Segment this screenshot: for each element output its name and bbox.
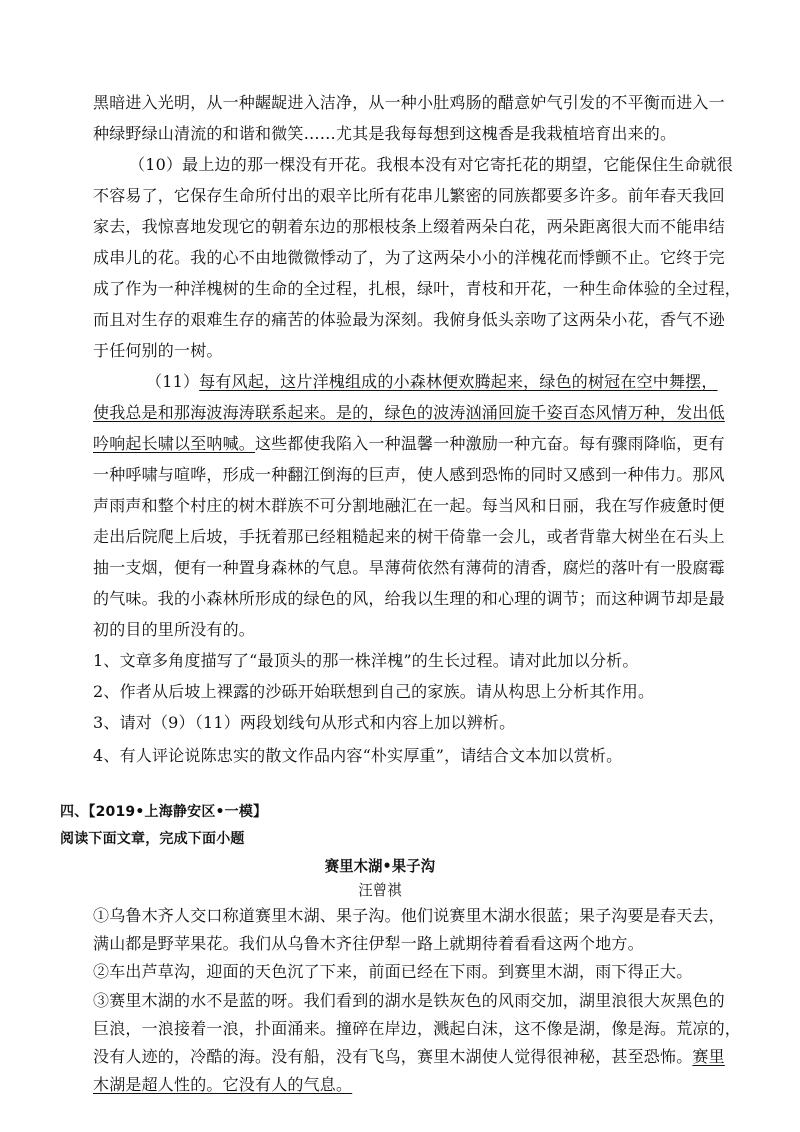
- paragraph-11-line: 初的目的里所没有的。: [93, 620, 256, 639]
- paragraph-11-line: 走出后院爬上后坡，手抚着那已经粗糙起来的树干倚靠一会儿，或者背靠大树坐在石头上: [93, 527, 725, 546]
- article-paragraph-1: ①乌鲁木齐人交口称道赛里木湖、果子沟。他们说赛里木湖水很蓝；果子沟要是春天去，: [93, 906, 725, 925]
- paragraph-11-line: 一种呼啸与喧哗，形成一种翻江倒海的巨声，使人感到恐怖的同时又感到一种伟力。那风: [93, 465, 725, 484]
- article-paragraph-3: 巨浪，一浪接着一浪，扑面涌来。撞碎在岸边，溅起白沫，这不像是湖，像是海。荒凉的，: [93, 1019, 742, 1038]
- article-paragraph-3: [93, 1047, 725, 1067]
- paragraph-10-line: 于任何别的一树。: [93, 341, 223, 360]
- underlined-sentence: 吟响起长啸以至呐喊。: [93, 434, 256, 453]
- plain-text: 没有人迹的，冷酷的海。没有船，没有飞鸟，赛里木湖使人觉得很神秘，甚至恐怖。: [93, 1047, 693, 1066]
- paragraph-10-line: 成了作为一种洋槐树的生命的全过程，扎根，绿叶，青枝和开花，一种生命体验的全过程，: [93, 279, 742, 298]
- section-instruction: 阅读下面文章，完成下面小题: [60, 831, 245, 847]
- paragraph-number: （11）: [146, 372, 200, 391]
- underlined-sentence: 使我总是和那海波海涛联系起来。是的，绿色的波涛汹涌回旋千姿百态风情万种，发出低: [93, 403, 725, 422]
- paragraph-10-line: 家去，我惊喜地发现它的朝着东边的那根枝条上缀着两朵白花，两朵距离很大而不能串结: [93, 217, 725, 236]
- article-paragraph-2: ②车出芦草沟，迎面的天色沉了下来，前面已经在下雨。到赛里木湖，雨下得正大。: [93, 962, 693, 981]
- underlined-sentence: 赛里: [692, 1047, 725, 1066]
- paragraph-10-line: 不容易了，它保存生命所付出的艰辛比所有花串儿繁密的同族都要多许多。前年春天我回: [93, 186, 725, 205]
- paragraph-11-line: 声雨声和整个村庄的树木群族不可分割地融汇在一起。每当风和日丽，我在写作疲惫时便: [93, 496, 725, 515]
- paragraph-10-line: （10）最上边的那一棵没有开花。我根本没有对它寄托花的期望，它能保住生命就很: [129, 155, 733, 174]
- underlined-sentence: 木湖是超人性的。它没有人的气息。: [93, 1075, 353, 1094]
- paragraph-11-line: 的气味。我的小森林所形成的绿色的风，给我以生理的和心理的调节；而这种调节却是最: [93, 589, 725, 608]
- paragraph-11-line: 抽一支烟，便有一种置身森林的气息。旱薄荷依然有薄荷的清香，腐烂的落叶有一股腐霉: [93, 558, 725, 577]
- underlined-sentence: 每有风起，这片洋槐组成的小森林便欢腾起来，绿色的树冠在空中舞摆，: [199, 372, 718, 391]
- text-line: 黑暗进入光明，从一种龌龊进入洁净，从一种小肚鸡肠的醋意妒气引发的不平衡而进入一: [93, 93, 725, 112]
- question-1: 1、文章多角度描写了“最顶头的那一株洋槐”的生长过程。请对此加以分析。: [93, 651, 639, 670]
- paragraph-11-line: [93, 434, 725, 454]
- article-author: 汪曾祺: [358, 881, 402, 899]
- article-paragraph-1: 满山都是野苹果花。我们从乌鲁木齐往伊犁一路上就期待着看看这两个地方。: [93, 934, 644, 953]
- paragraph-10-line: 而且对生存的艰难生存的痛苦的体验最为深刻。我俯身低头亲吻了这两朵小花，香气不逊: [93, 310, 725, 329]
- plain-text: 这些都使我陷入一种温馨一种激励一种亢奋。每有骤雨降临，更有: [255, 434, 725, 453]
- paragraph-11-line: [93, 403, 725, 423]
- text-line: 种绿野绿山清流的和谐和微笑……尤其是我每每想到这槐香是我栽植培育出来的。: [93, 124, 677, 143]
- question-2: 2、作者从后坡上裸露的沙砾开始联想到自己的家族。请从构思上分析其作用。: [93, 682, 655, 701]
- article-title: 赛里木湖•果子沟: [324, 857, 436, 875]
- article-paragraph-3: ③赛里木湖的水不是蓝的呀。我们看到的湖水是铁灰色的风雨交加，湖里浪很大灰黑色的: [93, 991, 725, 1010]
- article-paragraph-3: [93, 1075, 352, 1095]
- question-3: 3、请对（9）（11）两段划线句从形式和内容上加以辨析。: [93, 713, 516, 732]
- paragraph-11-line: [146, 372, 718, 392]
- section-heading: 四、【2019•上海静安区•一模】: [60, 804, 268, 820]
- paragraph-10-line: 成串儿的花。我的心不由地微微悸动了，为了这两朵小小的洋槐花而悸颤不止。它终于完: [93, 248, 725, 267]
- question-4: 4、有人评论说陈忠实的散文作品内容“朴实厚重”，请结合文本加以赏析。: [93, 746, 623, 765]
